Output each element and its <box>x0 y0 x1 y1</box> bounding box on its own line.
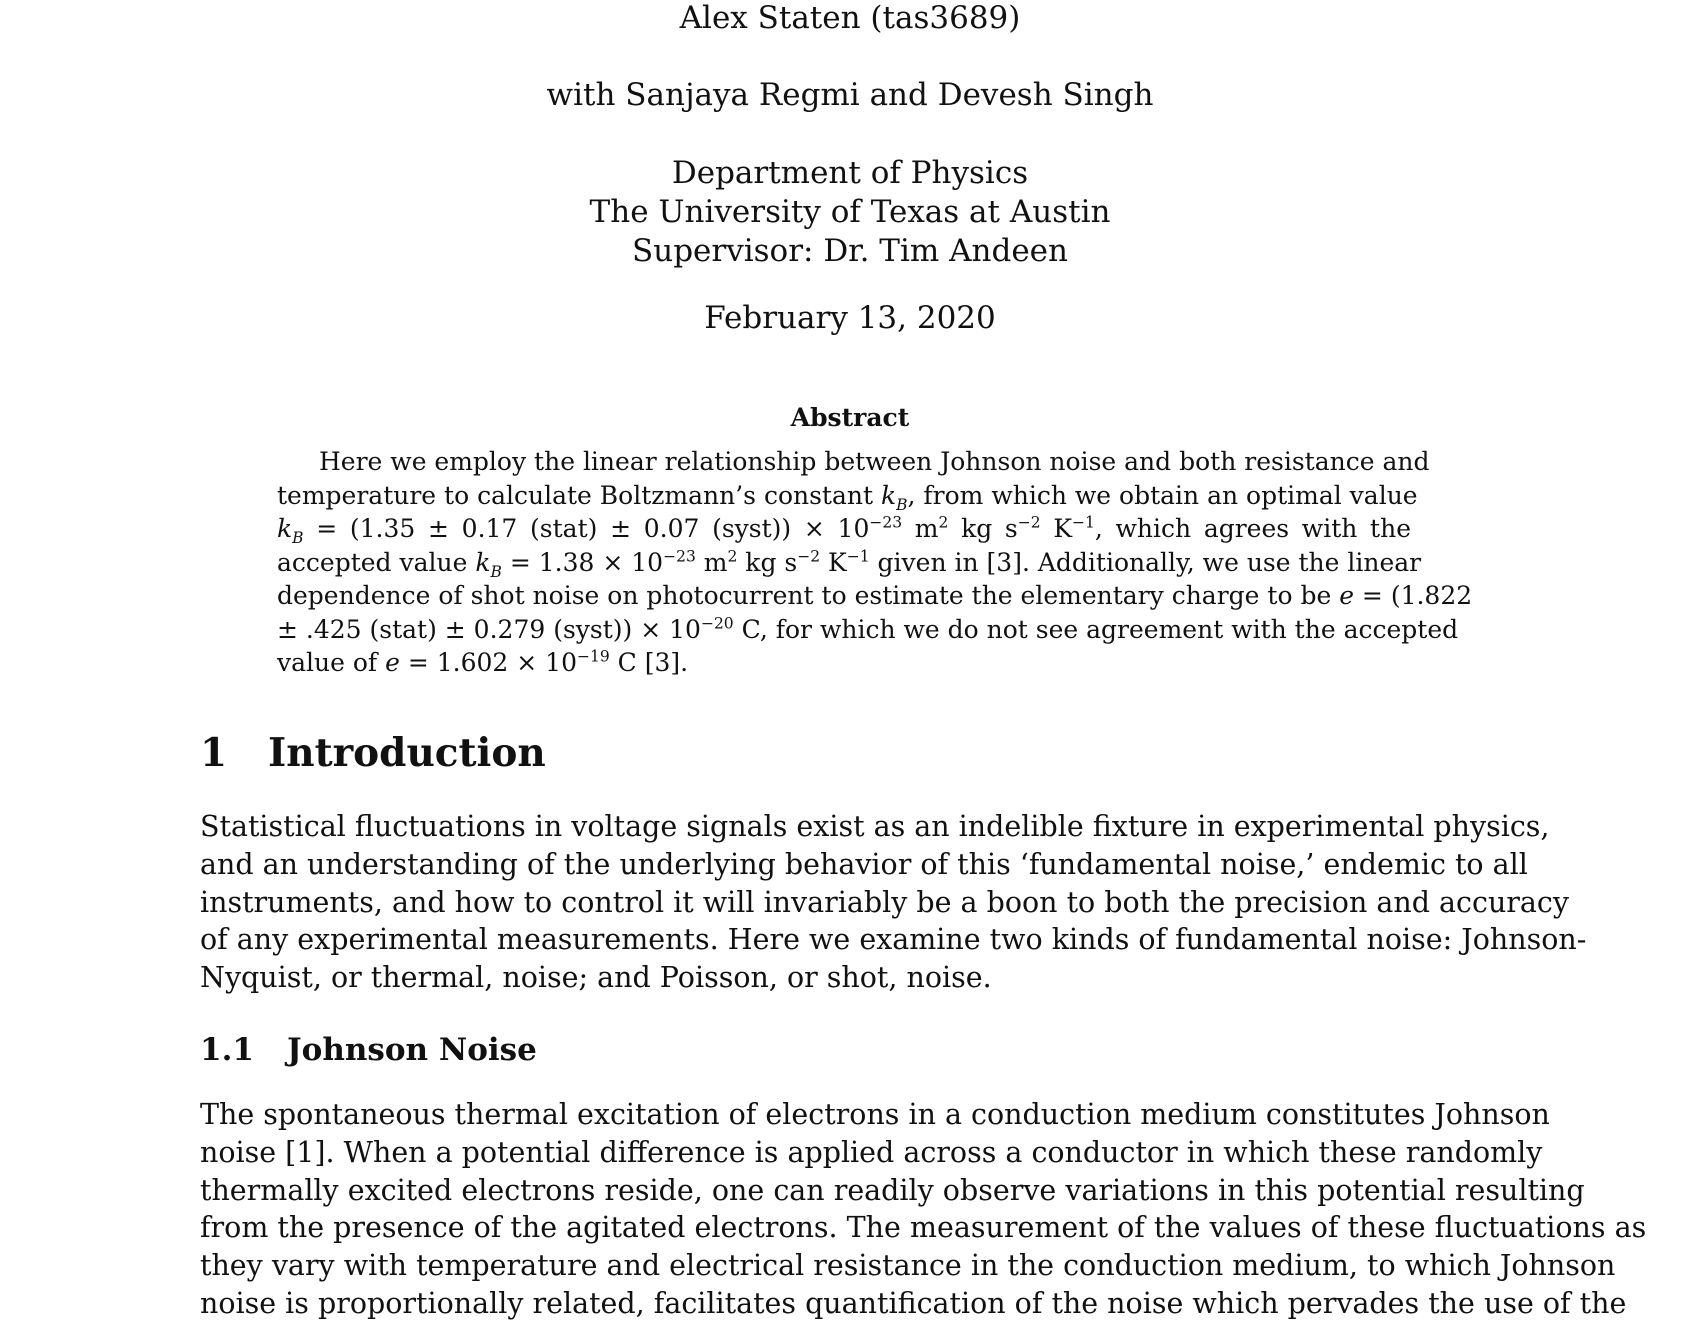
paragraph-line: Nyquist, or thermal, noise; and Poisson, or shot, noise. <box>200 961 992 995</box>
paragraph-line: instruments, and how to control it will invariably be a boon to both the precision and accuracy <box>200 885 1569 919</box>
paragraph-line: noise [1]. When a potential difference is applied across a conductor in which these randomly <box>200 1135 1543 1169</box>
paragraph-line: noise is proportionally related, facilitates quantification of the noise which pervades the use of the <box>200 1286 1627 1320</box>
date-line: February 13, 2020 <box>704 300 996 336</box>
abstract-line: $k_B = (1.35 \pm 0.17$ (stat) ± 0.07 (syst)) × $10^{-23}$ $m^2$ kg $s^{-2}$ $K^{-1}$, which agrees with the <box>277 513 1411 547</box>
abstract-line: value of $e = 1.602 \times 10^{-19}$ C [3]. <box>277 647 689 677</box>
collaborators-line: with Sanjaya Regmi and Devesh Singh <box>546 77 1154 113</box>
subsection-title: Johnson Noise <box>287 1032 537 1068</box>
abstract-title: Abstract <box>790 403 910 432</box>
abstract-line: Here we employ the linear relationship between Johnson noise and both resistance and <box>319 447 1430 476</box>
department-line: Department of Physics <box>671 155 1029 191</box>
subsection-heading-johnson-noise <box>200 1032 537 1068</box>
author-line: Alex Staten (tas3689) <box>679 0 1021 36</box>
abstract-line: ± .425 (stat) ± 0.279 (syst)) × $10^{-20}$ C, for which we do not see agreement with the accepted <box>277 614 1459 644</box>
abstract-line: dependence of shot noise on photocurrent to estimate the elementary charge to be e = (1.822 <box>277 581 1473 610</box>
johnson-noise-paragraph <box>200 1096 1647 1323</box>
abstract-line: temperature to calculate Boltzmann’s constant $k_B$, from which we obtain an optimal value <box>277 480 1418 514</box>
paragraph-line: they vary with temperature and electrical resistance in the conduction medium, to which Johnson <box>200 1249 1616 1283</box>
paragraph-line: The spontaneous thermal excitation of electrons in a conduction medium constitutes Johnson <box>200 1098 1550 1131</box>
introduction-paragraph <box>200 808 1587 997</box>
paragraph-line: thermally excited electrons reside, one can readily observe variations in this potential resulting <box>200 1173 1585 1207</box>
subsection-number: 1.1 <box>200 1032 254 1068</box>
abstract-body <box>277 445 1473 680</box>
section-heading-introduction <box>200 730 546 776</box>
section-title: Introduction <box>268 730 546 776</box>
section-number: 1 <box>200 730 228 776</box>
paragraph-line: and an understanding of the underlying behavior of this ‘fundamental noise,’ endemic to all <box>200 847 1528 881</box>
university-line: The University of Texas at Austin <box>589 194 1111 230</box>
paragraph-line: from the presence of the agitated electrons. The measurement of the values of these fluctuations as <box>200 1211 1647 1245</box>
abstract-line: accepted value $k_B = 1.38 \times 10^{-23}$ $m^2$ kg $s^{-2}$ $K^{-1}$ given in [3]. Additionally, we use the linear <box>277 547 1422 581</box>
supervisor-line: Supervisor: Dr. Tim Andeen <box>632 233 1068 269</box>
paragraph-line: of any experimental measurements. Here we examine two kinds of fundamental noise: Johnson- <box>200 923 1587 957</box>
paragraph-line: Statistical fluctuations in voltage signals exist as an indelible fixture in experimental physics, <box>200 810 1550 843</box>
